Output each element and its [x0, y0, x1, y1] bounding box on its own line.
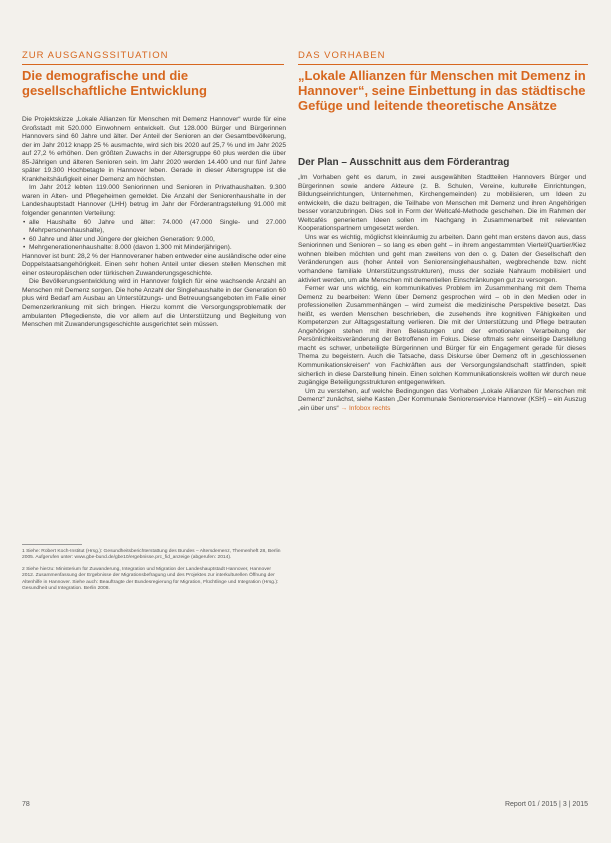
page-footer: Report 01 / 2015 | 3 | 2015 — [504, 801, 588, 808]
paragraph: Im Jahr 2012 lebten 119.000 Seniorinnen und Senioren in Privathaushalten. 9.300 waren in Alten- und Pflegeheimen gemeldet. Die Anzahl der Seniorenhaushalte in der Landeshauptstadt Hannover (LHH) betrug im Jahr der Förderantragstellung 91.000 mit folgender genannten Verteilung: — [22, 184, 286, 218]
body-text — [298, 174, 586, 413]
section-kicker: ZUR AUSGANGSSITUATION — [22, 50, 169, 61]
section-headline: „Lokale Allianzen für Menschen mit Demenz in Hannover“, seine Einbettung in das städtische Gefüge und leitende theoretische Ansätze — [298, 68, 586, 113]
paragraph: Die Bevölkerungsentwicklung wird in Hannover folglich für eine wachsende Anzahl an Menschen mit Demenz sorgen. Die hohe Anzahl der Singlehaushalte in der Generation 60 plus wird Bedarf am Ausbau an Unterstützungs- und Betreuungsangeboten im Falle einer Demenzerkrankung mit sich bringen. Hierzu kommt die Versorgungsproblematik der ambulanten Pflegedienste, die vor allem auf die Unterstützung und Begleitung von Menschen mit Zuwanderungsgeschichte ausgerichtet sein müssen. — [22, 278, 286, 329]
section-kicker: DAS VORHABEN — [298, 50, 386, 61]
paragraph: Hannover ist bunt: 28,2 % der Hannoveraner haben entweder eine ausländische oder eine Doppelstaatsangehörigkeit. Einen sehr hohen Anteil unter diesen stellen Menschen mit einer osteuropäischen oder türkischen Zuwanderungsgeschichte. — [22, 252, 286, 277]
infobox-link[interactable]: → Infobox rechts — [340, 404, 391, 412]
section-headline: Die demografische und die gesellschaftliche Entwicklung — [22, 68, 207, 98]
footnote: 1 Siehe: Robert Koch-Institut (Hrsg.): Gesundheitsberichterstattung des Bundes – Altersdemenz, Themenheft 28, Berlin 2005. Aufgerufen unter: www.gbe-bund.de/gbe10/ergebnisse.prc_fid_anzeige (abgerufen: 2014). — [22, 549, 281, 561]
paragraph: Die Projektskizze „Lokale Allianzen für Menschen mit Demenz Hannover“ wurde für eine Großstadt mit 520.000 Einwohnern entwickelt. Gut 128.000 Bürger und Bürgerinnen Hannovers sind 60 Jahre und älter. Der Anteil der Senioren an der Gesamtbevölkerung, der im Jahr 2012 knapp 25 % ausmachte, wird sich bis 2020 auf 25,7 % und im Jahr 2025 auf 27,2 % erhöhen. Den größten Zuwachs in der Altersgruppe 60 plus werden die über 85-Jährigen und älteren Senioren sein. Im Jahr 2020 werden 14.400 und nur fünf Jahre später 19.300 Hochbetagte in Hannover leben. Gerade in dieser Altersgruppe ist die Krankheitshäufigkeit einer Demenz am höchsten. — [22, 116, 286, 183]
footnotes — [22, 549, 284, 597]
section-subhead: Der Plan – Ausschnitt aus dem Förderantrag — [298, 157, 510, 168]
body-text — [22, 116, 286, 330]
kicker-rule — [22, 64, 284, 65]
list-item: • Mehrgenerationenhaushalte: 8.000 (davon 1.300 mit Minderjährigen). — [29, 244, 286, 253]
paragraph: Um zu verstehen, auf welche Bedingungen das Vorhaben „Lokale Allianzen für Menschen mit Demenz“ zunächst, siehe Kasten „Der Kommunale Seniorenservice Hannover (KSH) – ein Auszug „ein über uns“ — [298, 387, 586, 412]
page-number: 78 — [22, 801, 30, 808]
paragraph: Uns war es wichtig, möglichst kleinräumig zu arbeiten. Dann geht man erstens davon aus, dass Seniorinnen und Senioren – so lang es eben geht – in ihrem angestammten Viertel/Quartier/Kiez wohnen bleiben möchten und geht man zweitens von den o. g. Daten der Gesellschaft den Veränderungen aus (hoher Anteil von Seniorensinglehaushalten, wegbrechende bzw. nicht vorhandene familiale Unterstützungsstrukturen), muss der soziale Nahraum mobilisiert und aktiviert werden, um alte Menschen mit dementiellen Einschränkungen gut zu versorgen. — [298, 233, 586, 284]
bullet-list — [22, 219, 286, 253]
footnote: 2 Siehe hierzu: Ministerium für Zuwanderung, Integration und Migration der Landeshauptstadt Hannover, Hannover 2012. Zusammenfassung der Ergebnisse der Migrationsbefragung und des Projektes zur interkulturellen Öffnung der Altenhilfe in Hannover. Siehe auch: Beauftragte der Bundesregierung für Migration, Flüchtlinge und Integration (Hrsg.): Gesundheit und Integration. Berlin 2008. — [22, 566, 279, 592]
paragraph: „Im Vorhaben geht es darum, in zwei ausgewählten Stadtteilen Hannovers Bürger und Bürgerinnen sowie andere Akteure (z. B. Schulen, Vereine, kulturelle Einrichtungen, Bildungseinrichtungen, Unternehmen, Kirchengemeinden) zu mobilisieren, um Ideen zu entwickeln, die dazu beitragen, die Teilhabe von Menschen mit Demenz und ihren Angehörigen besser voranzubringen. Dies soll in Form der Weltcafé-Methode geschehen. Die im Rahmen der Weltcafés generierten Ideen sollen im Nachgang in Zusammenarbeit mit relevanten Kooperationspartnern umgesetzt werden. — [298, 174, 586, 233]
list-item: • alle Haushalte 60 Jahre und älter: 74.000 (47.000 Single- und 27.000 Mehrpersonenhaushalte), — [29, 219, 286, 236]
kicker-rule — [298, 64, 588, 65]
list-item: • 60 Jahre und älter und Jüngere der gleichen Generation: 9.000, — [29, 236, 286, 245]
paragraph: Ferner war uns wichtig, ein kommunikatives Problem im Zusammenhang mit dem Thema Demenz zu bearbeiten: Wenn über Demenz gesprochen wird – ob in den Medien oder in professionellen Zusammenhängen – wird zumeist die medizinische Perspektive besetzt. Das heißt, es werden Menschen beschrieben, die zusehends ihre kognitiven Fähigkeiten und Kompetenzen zur Alltagsgestaltung verlieren. Die mit der Unterstützung und Pflege betrauten Angehörigen stehen mit ihren Belastungen und der emotionalen Verarbeitung der Persönlichkeitsveränderung der Betroffenen im Fokus. Diese oftmals sehr einseitige Darstellung macht es schwer, unbeteiligte Bürgerinnen und Bürger für ein Engagement gerade für dieses Thema zu begeistern. Auch die Tatsache, dass Diskurse über Demenz oft in „geschlossenen Kommunikationskreisen“ von Fachkräften aus der Versorgungslandschaft stattfinden, spielt sicherlich in diese Darstellung hinein. Einen solchen Kommunikationskreis wollten wir durch neue zugängige Beteiligungsstrukturen entgegenwirken. — [298, 285, 586, 387]
footnote-rule — [22, 544, 82, 545]
